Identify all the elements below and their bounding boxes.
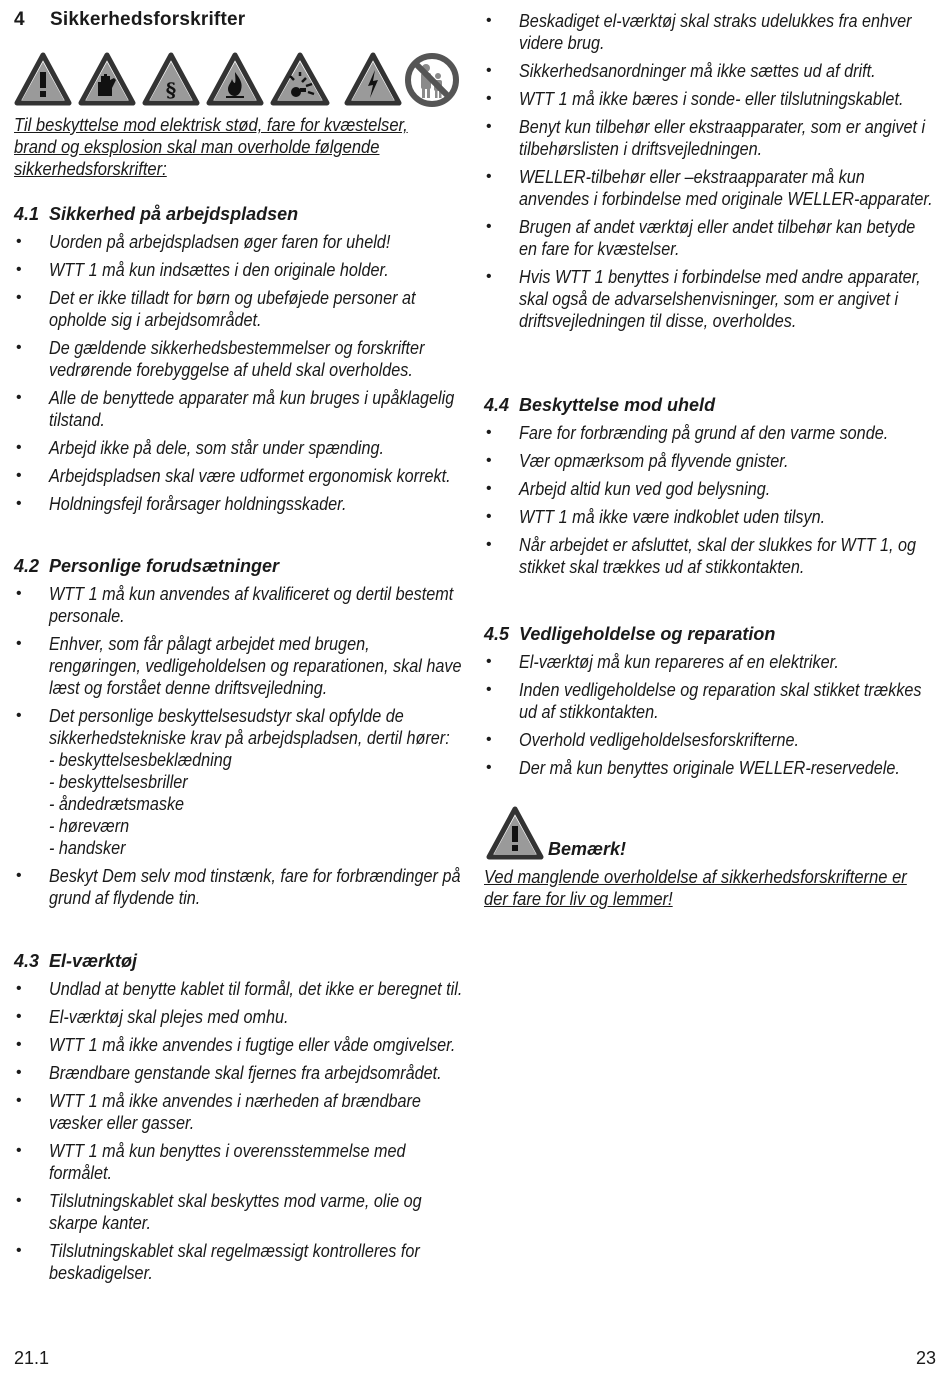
bullet-icon: • xyxy=(16,1036,22,1053)
section-4-3-continued xyxy=(484,4,936,332)
bullet-icon: • xyxy=(486,268,492,285)
bullet-icon: • xyxy=(16,1092,22,1109)
list-item: • Benyt kun tilbehør eller ekstraapparater, som er angivet i tilbehørslisten i driftsvejledningen. xyxy=(486,117,926,159)
bullet-icon: • xyxy=(16,1192,22,1209)
bullet-list xyxy=(14,978,464,1284)
bullet-icon: • xyxy=(486,218,492,235)
section-4-5 xyxy=(484,623,936,779)
warning-note xyxy=(484,806,936,910)
section-number: 4.1 xyxy=(14,204,40,224)
bullet-icon: • xyxy=(486,653,492,670)
list-item: • Undlad at benytte kablet til formål, det ikke er beregnet til. xyxy=(16,979,463,999)
sub-item: - beskyttelsesbeklædning xyxy=(49,750,232,770)
bullet-icon: • xyxy=(486,168,492,185)
list-item: • WTT 1 må ikke bæres i sonde- eller tilslutningskablet. xyxy=(486,89,904,109)
list-item: • WTT 1 må ikke være indkoblet uden tilsyn. xyxy=(486,507,826,527)
list-item: • WTT 1 må kun indsættes i den originale holder. xyxy=(16,260,389,280)
list-item: • Uorden på arbejdspladsen øger faren for uheld! xyxy=(16,232,391,252)
bullet-icon: • xyxy=(16,289,22,306)
intro-text: Til beskyttelse mod elektrisk stød, fare for kvæstelser, brand og eksplosion skal man overholde følgende sikkerhedsforskrifter: xyxy=(14,115,408,179)
bullet-icon: • xyxy=(486,731,492,748)
warning-icon xyxy=(486,806,544,860)
list-item: • Beskadiget el-værktøj skal straks udelukkes fra enhver videre brug. xyxy=(486,11,912,53)
bullet-icon: • xyxy=(486,12,492,29)
bullet-icon: • xyxy=(16,233,22,250)
list-item: • Hvis WTT 1 benyttes i forbindelse med andre apparater, skal også de advarselshenvisninger, som er angivet i driftsvejledningen til disse, overholdes. xyxy=(486,267,921,331)
bullet-icon: • xyxy=(486,480,492,497)
bullet-icon: • xyxy=(486,508,492,525)
list-item: • Når arbejdet er afsluttet, skal der slukkes for WTT 1, og stikket skal trækkes ud af stikkontakten. xyxy=(486,535,917,577)
section-title: Vedligeholdelse og reparation xyxy=(519,624,776,644)
list-item: • Arbejd altid kun ved god belysning. xyxy=(486,479,771,499)
list-item: • Det er ikke tilladt for børn og ubeføjede personer at opholde sig i arbejdsområdet. xyxy=(16,288,416,330)
bullet-icon: • xyxy=(16,439,22,456)
list-item: • Inden vedligeholdelse og reparation skal stikket trækkes ud af stikkontakten. xyxy=(486,680,922,722)
section-heading xyxy=(14,950,464,972)
bullet-icon: • xyxy=(16,261,22,278)
bullet-icon: • xyxy=(486,62,492,79)
list-item: • Der må kun benyttes originale WELLER-reservedele. xyxy=(486,758,900,778)
bullet-icon: • xyxy=(486,118,492,135)
list-item: • WELLER-tilbehør eller –ekstraapparater må kun anvendes i forbindelse med originale WELLER-apparater. xyxy=(486,167,933,209)
list-item: • WTT 1 må kun benyttes i overensstemmelse med formålet. xyxy=(16,1141,406,1183)
list-item: • WTT 1 må ikke anvendes i fugtige eller våde omgivelser. xyxy=(16,1035,456,1055)
list-item: • WTT 1 må ikke anvendes i nærheden af brændbare væsker eller gasser. xyxy=(16,1091,421,1133)
bullet-icon: • xyxy=(16,339,22,356)
list-item: • Sikkerhedsanordninger må ikke sættes ud af drift. xyxy=(486,61,876,81)
section-heading xyxy=(484,394,936,416)
flammable-icon xyxy=(206,52,264,106)
bullet-icon: • xyxy=(486,452,492,469)
section-heading xyxy=(484,623,936,645)
bullet-icon: • xyxy=(486,90,492,107)
list-item: • Arbejd ikke på dele, som står under spænding. xyxy=(16,438,384,458)
note-text: Ved manglende overholdelse af sikkerhedsforskrifterne er der fare for liv og lemmer! xyxy=(484,867,907,909)
section-4-4 xyxy=(484,394,936,578)
section-4-2 xyxy=(14,555,464,909)
bullet-icon: • xyxy=(16,495,22,512)
list-item: • WTT 1 må kun anvendes af kvalificeret og dertil bestemt personale. xyxy=(16,584,454,626)
list-item: • El-værktøj skal plejes med omhu. xyxy=(16,1007,289,1027)
bullet-icon: • xyxy=(16,867,22,884)
list-item: • Brugen af andet værktøj eller andet tilbehør kan betyde en fare for kvæstelser. xyxy=(486,217,916,259)
bullet-icon: • xyxy=(16,1142,22,1159)
list-item: • Det personlige beskyttelsesudstyr skal opfylde de sikkerhedstekniske krav på arbejdspladsen, dertil hører: - beskyttelsesbeklædning - beskyttelsesbriller - åndedrætsmaske - høreværn - handsker xyxy=(14,705,464,859)
note-title: Bemærk! xyxy=(548,839,627,859)
list-item: • Vær opmærksom på flyvende gnister. xyxy=(486,451,789,471)
bullet-icon: • xyxy=(16,980,22,997)
bullet-icon: • xyxy=(16,585,22,602)
bullet-icon: • xyxy=(486,424,492,441)
paragraph-warning-icon xyxy=(142,52,200,106)
section-title: Beskyttelse mod uheld xyxy=(519,395,716,415)
bullet-icon: • xyxy=(16,389,22,406)
page-number: 23 xyxy=(915,1348,936,1368)
warning-icon xyxy=(14,52,72,106)
list-item: • Arbejdspladsen skal være udformet ergonomisk korrekt. xyxy=(16,466,451,486)
bullet-icon: • xyxy=(16,1064,22,1081)
chapter-title xyxy=(14,9,245,31)
bullet-icon: • xyxy=(16,1008,22,1025)
section-4-1 xyxy=(14,203,464,515)
list-item: • Alle de benyttede apparater må kun bruges i upåklagelig tilstand. xyxy=(16,388,455,430)
list-item: • Tilslutningskablet skal regelmæssigt kontrolleres for beskadigelser. xyxy=(16,1241,420,1283)
document-code: 21.1 xyxy=(14,1348,50,1368)
sub-item: - beskyttelsesbriller xyxy=(49,772,188,792)
hand-hazard-icon xyxy=(78,52,136,106)
section-4-3 xyxy=(14,950,464,1284)
bullet-list xyxy=(484,651,936,779)
bullet-list xyxy=(484,10,936,332)
bullet-icon: • xyxy=(16,467,22,484)
sub-item: - handsker xyxy=(49,838,126,858)
bullet-icon: • xyxy=(16,1242,22,1259)
list-item: • Beskyt Dem selv mod tinstænk, fare for forbrændinger på grund af flydende tin. xyxy=(16,866,461,908)
list-item: • Fare for forbrænding på grund af den varme sonde. xyxy=(486,423,889,443)
svg-text:§: § xyxy=(165,78,177,102)
bullet-icon: • xyxy=(486,681,492,698)
bullet-icon: • xyxy=(486,759,492,776)
list-item: • Overhold vedligeholdelsesforskrifterne. xyxy=(486,730,800,750)
list-item: • Enhver, som får pålagt arbejdet med brugen, rengøringen, vedligeholdelsen og reparationen, skal have læst og forstået denne driftsvejledning. xyxy=(16,634,462,698)
section-title: El-værktøj xyxy=(49,951,138,971)
bullet-icon: • xyxy=(16,635,22,652)
bullet-list xyxy=(14,583,464,909)
list-item: • Brændbare genstande skal fjernes fra arbejdsområdet. xyxy=(16,1063,442,1083)
sub-item: - høreværn xyxy=(49,816,130,836)
electric-shock-icon xyxy=(344,52,402,106)
chapter-number: 4 xyxy=(14,9,25,30)
no-children-icon xyxy=(404,52,460,108)
list-item: • Tilslutningskablet skal beskyttes mod varme, olie og skarpe kanter. xyxy=(16,1191,422,1233)
explosive-icon xyxy=(270,52,330,106)
section-title: Sikkerhed på arbejdspladsen xyxy=(49,204,299,224)
bullet-list xyxy=(484,422,936,578)
section-heading xyxy=(14,203,464,225)
section-number: 4.4 xyxy=(484,395,510,415)
list-item: • El-værktøj må kun repareres af en elektriker. xyxy=(486,652,839,672)
section-number: 4.3 xyxy=(14,951,40,971)
section-number: 4.2 xyxy=(14,556,40,576)
list-item: • Holdningsfejl forårsager holdningsskader. xyxy=(16,494,347,514)
chapter-title-text: Sikkerhedsforskrifter xyxy=(50,9,246,30)
section-title: Personlige forudsætninger xyxy=(49,556,280,576)
bullet-list xyxy=(14,231,464,515)
list-item: • De gældende sikkerhedsbestemmelser og forskrifter vedrørende forebyggelse af uheld skal overholdes. xyxy=(16,338,425,380)
bullet-icon: • xyxy=(16,707,22,724)
section-number: 4.5 xyxy=(484,624,510,644)
section-heading xyxy=(14,555,464,577)
bullet-icon: • xyxy=(486,536,492,553)
sub-item: - åndedrætsmaske xyxy=(49,794,185,814)
